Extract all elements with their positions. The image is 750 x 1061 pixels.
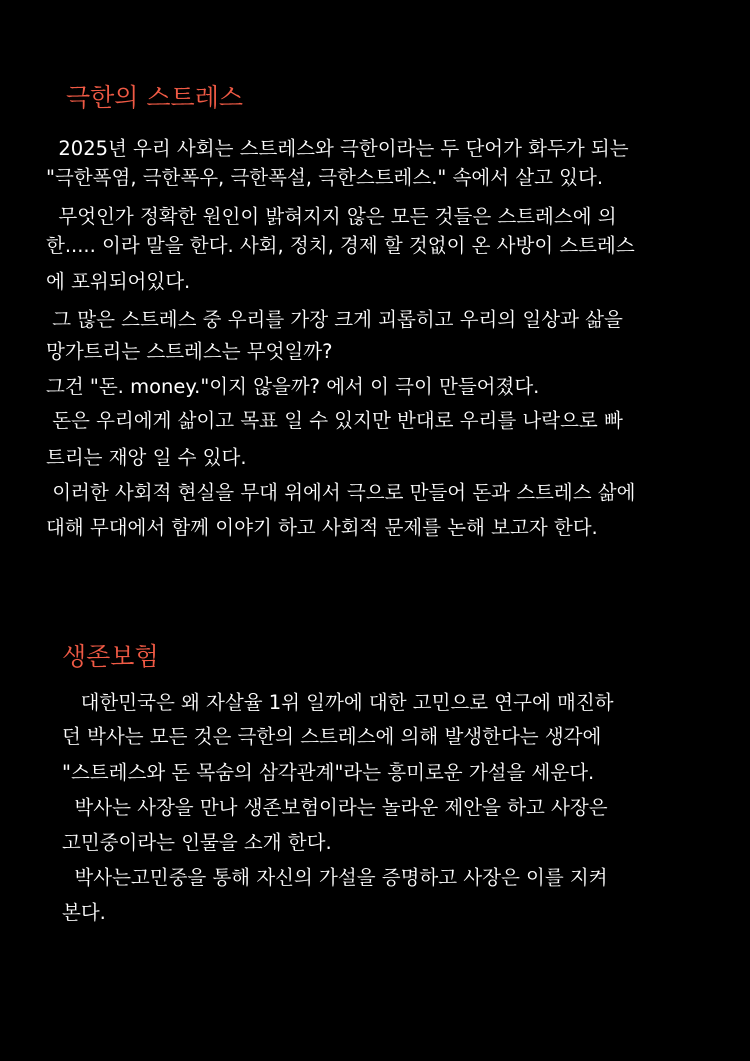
paragraph-line: 고민중이라는 인물을 소개 한다.: [62, 831, 332, 854]
section-heading: 생존보험: [62, 642, 159, 671]
paragraph-line: "극한폭염, 극한폭우, 극한폭설, 극한스트레스." 속에서 살고 있다.: [46, 166, 604, 189]
paragraph-line: "스트레스와 돈 목숨의 삼각관계"라는 흥미로운 가설을 세운다.: [62, 761, 595, 784]
paragraph-line: 에 포위되어있다.: [46, 270, 191, 293]
paragraph-line: 이러한 사회적 현실을 무대 위에서 극으로 만들어 돈과 스트레스 삶에: [46, 481, 636, 504]
paragraph-line: 대한민국은 왜 자살율 1위 일까에 대한 고민으로 연구에 매진하: [62, 691, 614, 714]
paragraph-line: 본다.: [62, 901, 106, 924]
paragraph-line: 그건 "돈. money."이지 않을까? 에서 이 극이 만들어졌다.: [46, 375, 540, 398]
paragraph-line: 한..... 이라 말을 한다. 사회, 정치, 경제 할 것없이 온 사방이 스트레스: [46, 234, 635, 257]
paragraph-line: 망가트리는 스트레스는 무엇일까?: [46, 340, 333, 363]
paragraph-line: 대해 무대에서 함께 이야기 하고 사회적 문제를 논해 보고자 한다.: [46, 516, 598, 539]
paragraph-line: 트리는 재앙 일 수 있다.: [46, 446, 247, 469]
paragraph-line: 그 많은 스트레스 중 우리를 가장 크게 괴롭히고 우리의 일상과 삶을: [46, 308, 623, 331]
paragraph-line: 박사는고민중을 통해 자신의 가설을 증명하고 사장은 이를 지켜: [62, 866, 608, 889]
paragraph-line: 던 박사는 모든 것은 극한의 스트레스에 의해 발생한다는 생각에: [62, 725, 602, 748]
paragraph-line: 돈은 우리에게 삶이고 목표 일 수 있지만 반대로 우리를 나락으로 빠: [46, 409, 623, 432]
section-heading: 극한의 스트레스: [66, 83, 243, 112]
paragraph-line: 무엇인가 정확한 원인이 밝혀지지 않은 모든 것들은 스트레스에 의: [46, 205, 617, 228]
paragraph-line: 2025년 우리 사회는 스트레스와 극한이라는 두 단어가 화두가 되는: [46, 137, 629, 160]
paragraph-line: 박사는 사장을 만나 생존보험이라는 놀라운 제안을 하고 사장은: [62, 796, 608, 819]
